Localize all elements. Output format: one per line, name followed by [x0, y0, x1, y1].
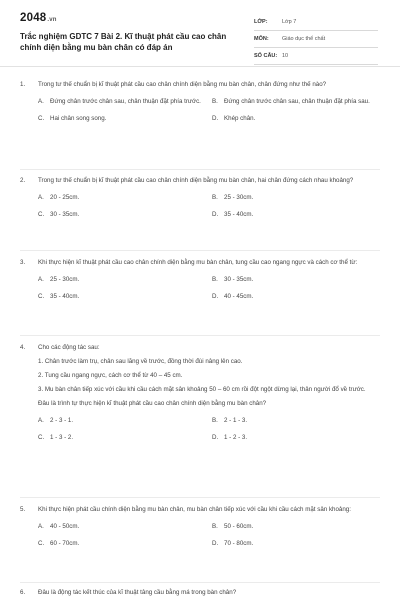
meta-label: MÔN: — [254, 36, 269, 42]
logo-suffix: .vn — [47, 17, 57, 23]
option-c[interactable] — [38, 210, 210, 220]
statement-1: 1. Chân trước làm trụ, chân sau lăng về trước, đồng thời đùi nâng lên cao. — [38, 358, 243, 365]
option-a[interactable] — [38, 97, 210, 107]
question-number: 4. — [20, 344, 26, 351]
option-key: C. — [38, 539, 45, 547]
option-text: 30 - 35cm. — [224, 276, 254, 283]
option-text: 1 - 3 - 2. — [50, 433, 74, 441]
option-key: A. — [38, 417, 44, 424]
option-text: 20 - 25cm. — [50, 194, 80, 201]
option-text: 2 - 1 - 3. — [224, 417, 248, 424]
option-key: B. — [212, 417, 218, 424]
question-number: 2. — [20, 177, 26, 184]
answer-options — [38, 193, 380, 219]
option-text: Đứng chân trước chân sau, chân thuận đặt phía sau. — [224, 98, 370, 105]
option-key: A. — [38, 98, 44, 105]
question-number: 1. — [20, 81, 26, 88]
option-key: D. — [212, 210, 219, 218]
option-text: 50 - 60cm. — [224, 523, 254, 530]
meta-row-count — [254, 48, 378, 65]
meta-label: SỐ CÂU: — [254, 53, 278, 59]
option-text: 60 - 70cm. — [50, 539, 80, 547]
option-text: 25 - 30cm. — [224, 194, 254, 201]
option-text: 35 - 40cm. — [224, 210, 254, 218]
question-text: Trong tư thế chuẩn bị kĩ thuật phát cầu cao chân chính diện bằng mu bàn chân, chân đứng như thế nào? — [38, 81, 327, 88]
meta-row-class — [254, 14, 378, 31]
option-text: 30 - 35cm. — [50, 210, 80, 218]
option-text: Hai chân song song. — [50, 114, 107, 122]
option-text: 2 - 3 - 1. — [50, 417, 74, 424]
question-separator — [20, 335, 380, 336]
option-key: D. — [212, 433, 219, 441]
question-separator — [20, 497, 380, 498]
option-key: D. — [212, 539, 219, 547]
option-key: A. — [38, 276, 44, 283]
question-text: Đâu là động tác kết thúc của kĩ thuật tâng cầu bằng má trong bàn chân? — [38, 589, 237, 596]
option-text: 40 - 45cm. — [224, 292, 254, 300]
answer-options — [38, 522, 380, 548]
option-key: B. — [212, 276, 218, 283]
option-c[interactable] — [38, 433, 210, 443]
answer-options — [38, 275, 380, 301]
option-b[interactable] — [212, 97, 384, 107]
question-text: Cho các động tác sau: — [38, 344, 100, 351]
question-number: 5. — [20, 506, 26, 513]
meta-value: Lớp 7 — [282, 19, 297, 25]
question-text: Khi thực hiện kĩ thuật phát cầu cao chân chính diện bằng mu bàn chân, tung cầu cao ngang ngực và cách cơ thể từ: — [38, 259, 358, 266]
option-key: C. — [38, 292, 45, 300]
meta-row-subject — [254, 31, 378, 48]
question-prompt: Đâu là trình tự thực hiện kĩ thuật phát cầu cao chân chính diện bằng mu bàn chân? — [38, 400, 267, 407]
meta-label: LỚP: — [254, 19, 268, 25]
header-divider — [0, 66, 400, 67]
quiz-meta — [254, 14, 378, 65]
site-logo[interactable] — [20, 12, 57, 24]
question-3 — [20, 258, 380, 301]
page-title: Trắc nghiệm GDTC 7 Bài 2. Kĩ thuật phát cầu cao chân chính diện bằng mu bàn chân có đáp án — [20, 32, 227, 52]
option-d[interactable] — [212, 210, 384, 220]
question-text: Trong tư thế chuẩn bị kĩ thuật phát cầu cao chân chính diện bằng mu bàn chân, hai chân đứng cách nhau khoảng? — [38, 177, 354, 184]
question-separator — [20, 582, 380, 583]
option-d[interactable] — [212, 539, 384, 549]
option-a[interactable] — [38, 275, 210, 285]
option-key: D. — [212, 114, 219, 122]
option-key: C. — [38, 210, 45, 218]
option-key: B. — [212, 194, 218, 201]
option-key: B. — [212, 98, 218, 105]
option-text: 25 - 30cm. — [50, 276, 80, 283]
option-text: 1 - 2 - 3. — [224, 433, 248, 441]
option-text: 70 - 80cm. — [224, 539, 254, 547]
option-key: A. — [38, 523, 44, 530]
question-number: 6. — [20, 589, 26, 596]
option-b[interactable] — [212, 275, 384, 285]
question-6 — [20, 588, 380, 598]
option-b[interactable] — [212, 416, 384, 426]
answer-options — [38, 416, 380, 442]
question-4 — [20, 343, 380, 442]
statement-3: 3. Mu bàn chân tiếp xúc với cầu khi cầu cách mặt sân khoảng 50 – 60 cm rồi đột ngột dừng lại, thân người đổ về trước. — [38, 386, 366, 393]
option-text: 35 - 40cm. — [50, 292, 80, 300]
meta-value: Giáo dục thể chất — [282, 36, 326, 42]
option-a[interactable] — [38, 522, 210, 532]
option-c[interactable] — [38, 292, 210, 302]
option-key: C. — [38, 114, 45, 122]
option-key: B. — [212, 523, 218, 530]
option-key: D. — [212, 292, 219, 300]
option-text: Khép chân. — [224, 114, 256, 122]
option-b[interactable] — [212, 522, 384, 532]
statement-2: 2. Tung cầu ngang ngực, cách cơ thể từ 40 – 45 cm. — [38, 372, 183, 379]
question-separator — [20, 169, 380, 170]
option-text: Đứng chân trước chân sau, chân thuận đặt phía trước. — [50, 98, 201, 105]
option-d[interactable] — [212, 292, 384, 302]
option-c[interactable] — [38, 539, 210, 549]
logo-text: 2048 — [20, 12, 47, 24]
page-header — [0, 0, 400, 64]
option-d[interactable] — [212, 114, 384, 124]
answer-options — [38, 97, 380, 123]
option-c[interactable] — [38, 114, 210, 124]
question-separator — [20, 250, 380, 251]
option-b[interactable] — [212, 193, 384, 203]
question-text: Khi thực hiện phát cầu chính diện bằng mu bàn chân, mu bàn chân tiếp xúc với cầu khi cầu cách mặt sân khoảng: — [38, 506, 351, 513]
option-key: C. — [38, 433, 45, 441]
question-2 — [20, 176, 380, 219]
option-a[interactable] — [38, 193, 210, 203]
option-key: A. — [38, 194, 44, 201]
question-number: 3. — [20, 259, 26, 266]
question-5 — [20, 505, 380, 548]
option-a[interactable] — [38, 416, 210, 426]
option-text: 40 - 50cm. — [50, 523, 80, 530]
question-1 — [20, 80, 380, 123]
meta-value: 10 — [282, 53, 289, 59]
option-d[interactable] — [212, 433, 384, 443]
